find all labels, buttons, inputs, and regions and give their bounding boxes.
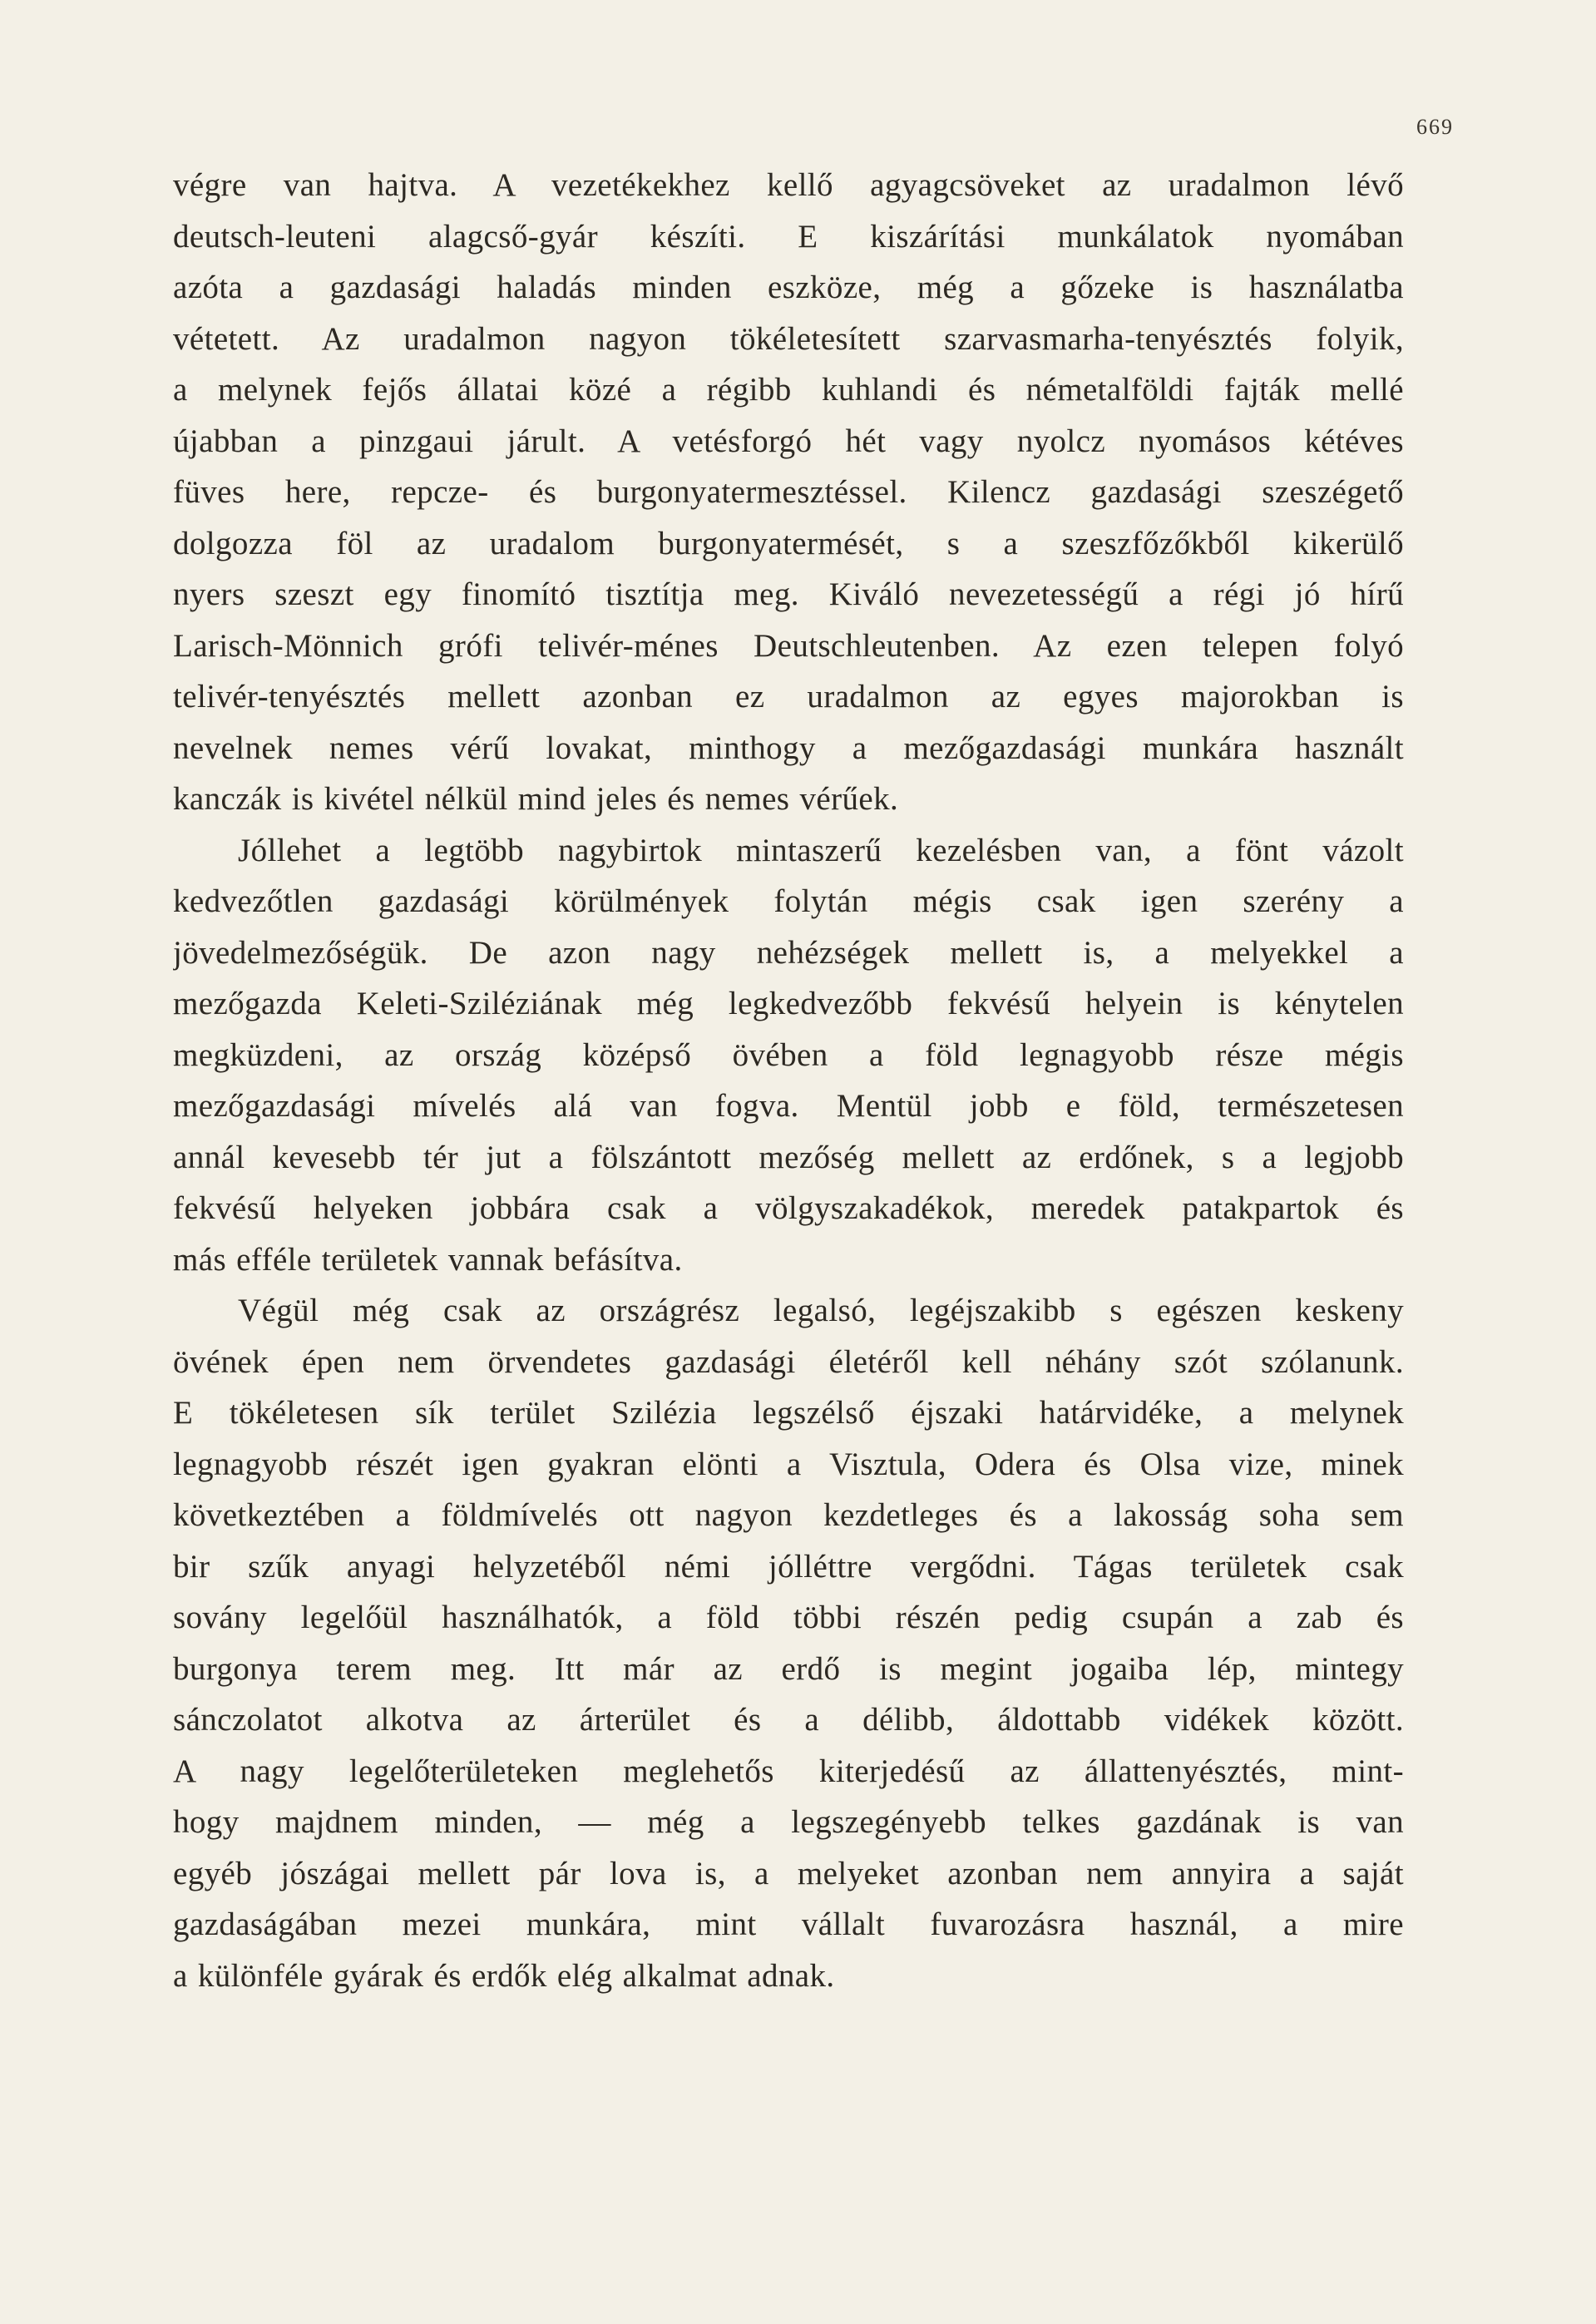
text-line: a különféle gyárak és erdők elég alkalmat adnak. [173, 1957, 835, 1994]
text-line: sovány legelőül használhatók, a föld többi részén pedig csupán a zab és [173, 1600, 1404, 1635]
text-line: egyéb jószágai mellett pár lova is, a melyeket azonban nem annyira a saját [173, 1855, 1404, 1891]
text-line: mezőgazdasági mívelés alá van fogva. Mentül jobb e föld, természetesen [173, 1088, 1404, 1124]
text-line: végre van hajtva. A vezetékekhez kellő agyagcsöveket az uradalmon lévő [173, 167, 1404, 203]
text-line: A nagy legelőterületeken meglehetős kiterjedésű az állattenyésztés, mint- [173, 1753, 1404, 1789]
text-line: fekvésű helyeken jobbára csak a völgyszakadékok, meredek patakpartok és [173, 1190, 1404, 1226]
paragraph [173, 1285, 1404, 2001]
text-line: a melynek fejős állatai közé a régibb kuhlandi és németalföldi fajták mellé [173, 372, 1404, 408]
text-line: legnagyobb részét igen gyakran elönti a Visztula, Odera és Olsa vize, minek [173, 1446, 1404, 1482]
paragraph [173, 160, 1404, 825]
text-line: vétetett. Az uradalmon nagyon tökéletesített szarvasmarha-tenyésztés folyik, [173, 320, 1404, 357]
text-line: telivér-tenyésztés mellett azonban ez uradalmon az egyes majorokban is [173, 679, 1404, 715]
text-line: más efféle területek vannak befásítva. [173, 1241, 683, 1278]
text-line: burgonya terem meg. Itt már az erdő is megint jogaiba lép, mintegy [173, 1650, 1404, 1687]
text-line: Larisch-Mönnich grófi telivér-ménes Deutschleutenben. Az ezen telepen folyó [173, 627, 1404, 664]
text-line: jövedelmezőségük. De azon nagy nehézségek mellett is, a melyekkel a [173, 934, 1404, 971]
text-line: deutsch-leuteni alagcső-gyár készíti. E kiszárítási munkálatok nyomában [173, 218, 1404, 255]
text-line: újabban a pinzgaui járult. A vetésforgó hét vagy nyolcz nyomásos kétéves [173, 423, 1404, 459]
text-line: következtében a földmívelés ott nagyon kezdetleges és a lakosság soha sem [173, 1497, 1404, 1533]
text-line: nevelnek nemes vérű lovakat, minthogy a mezőgazdasági munkára használt [173, 729, 1404, 766]
text-line: nyers szeszt egy finomító tisztítja meg. Kiváló nevezetességű a régi jó hírű [173, 576, 1404, 612]
text-line: dolgozza föl az uradalom burgonyatermését, s a szeszfőzőkből kikerülő [173, 525, 1404, 561]
text-line: Végül még csak az országrész legalsó, legéjszakibb s egészen keskeny [238, 1293, 1404, 1328]
text-line: füves here, repcze- és burgonyatermesztéssel. Kilencz gazdasági szeszégető [173, 474, 1404, 510]
text-line: Jóllehet a legtöbb nagybirtok mintaszerű kezelésben van, a fönt vázolt [238, 832, 1404, 868]
paragraph [173, 825, 1404, 1286]
text-line: megküzdeni, az ország középső övében a föld legnagyobb része mégis [173, 1036, 1404, 1073]
text-line: gazdaságában mezei munkára, mint vállalt fuvarozásra használ, a mire [173, 1906, 1404, 1942]
text-line: E tökéletesen sík terület Szilézia legszélső éjszaki határvidéke, a melynek [173, 1395, 1404, 1431]
text-line: azóta a gazdasági haladás minden eszköze, még a gőzeke is használatba [173, 269, 1404, 305]
text-line: annál kevesebb tér jut a fölszántott mezőség mellett az erdőnek, s a legjobb [173, 1139, 1404, 1175]
text-line: sánczolatot alkotva az árterület és a délibb, áldottabb vidékek között. [173, 1702, 1404, 1738]
text-line: kedvezőtlen gazdasági körülmények folytán mégis csak igen szerény a [173, 883, 1404, 919]
page-number: 669 [1416, 115, 1454, 139]
text-line: mezőgazda Keleti-Sziléziának még legkedvezőbb fekvésű helyein is kénytelen [173, 986, 1404, 1021]
body-text [173, 160, 1404, 2001]
text-line: övének épen nem örvendetes gazdasági életéről kell néhány szót szólanunk. [173, 1343, 1404, 1380]
text-line: kanczák is kivétel nélkül mind jeles és nemes vérűek. [173, 781, 899, 817]
text-line: hogy majdnem minden, — még a legszegényebb telkes gazdának is van [173, 1804, 1404, 1840]
text-line: bir szűk anyagi helyzetéből némi jólléttre vergődni. Tágas területek csak [173, 1548, 1404, 1585]
